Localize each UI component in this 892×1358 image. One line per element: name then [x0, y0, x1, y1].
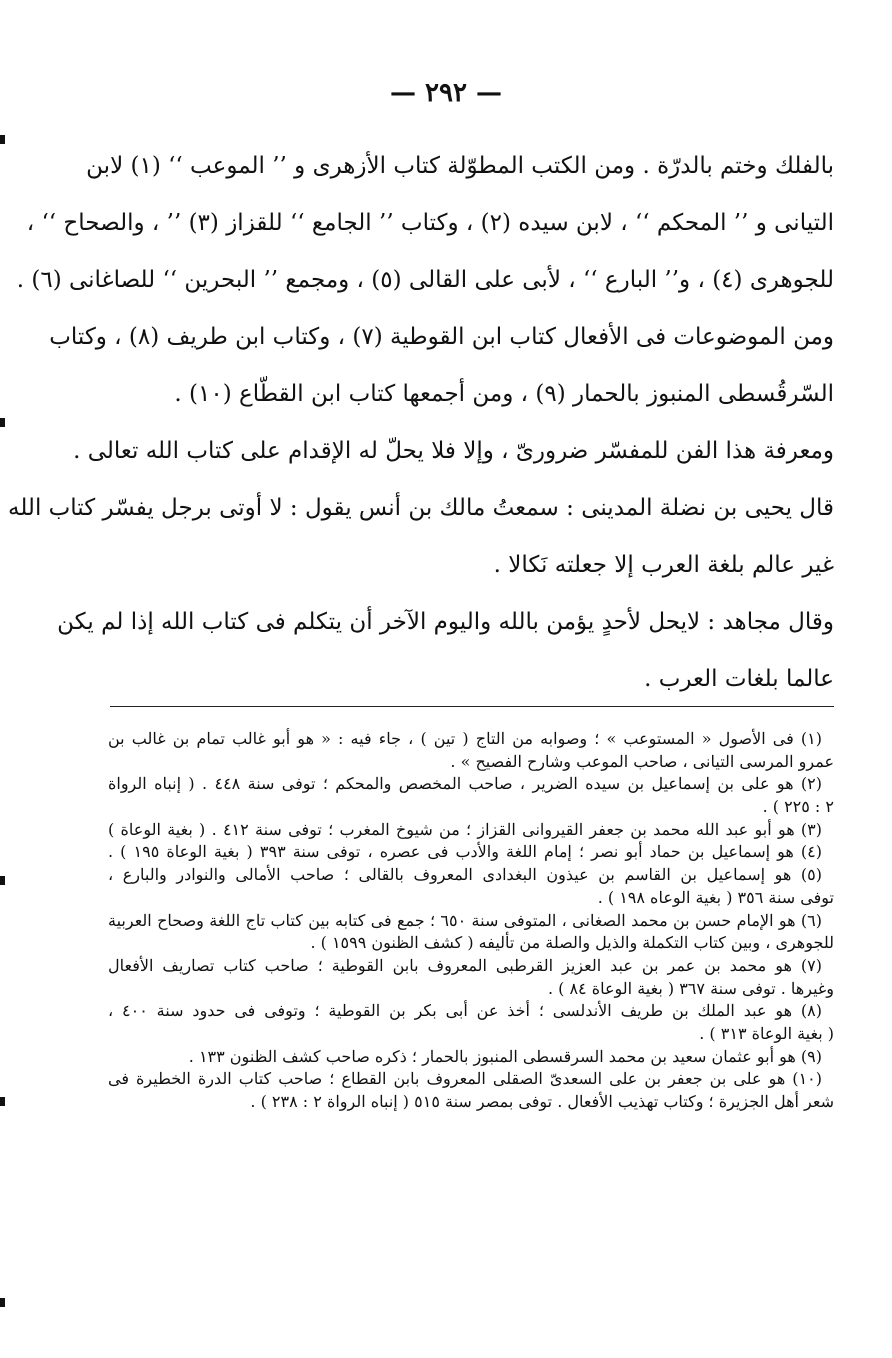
footnote-line: شعر أهل الجزيرة ؛ وكتاب تهذيب الأفعال . توفى بمصر سنة ٥١٥ ( إنباه الرواة ٢ : ٢٣٨ ) .	[250, 1092, 834, 1111]
scan-edge-mark	[0, 418, 5, 427]
body-line: عالما بلغات العرب .	[644, 666, 834, 692]
footnote-line: (٣) هو أبو عبد الله محمد بن جعفر القيروانى القزاز ؛ من شيوخ المغرب ؛ توفى سنة ٤١٢ . ( بغية الوعاة )	[108, 819, 823, 839]
body-line: ومعرفة هذا الفن للمفسّر ضرورىّ ، وإلا فلا يحلّ له الإقدام على كتاب الله تعالى .	[73, 438, 834, 464]
body-line: ومن الموضوعات فى الأفعال كتاب ابن القوطية (٧) ، وكتاب ابن طريف (٨) ، وكتاب	[49, 324, 834, 350]
body-line: قال يحيى بن نضلة المدينى : سمعتُ مالك بن أنس يقول : لا أوتى برجل يفسّر كتاب الله	[7, 495, 834, 521]
main-text	[7, 138, 834, 708]
page-number: — ٢٩٢ —	[389, 78, 503, 108]
body-line: غير عالم بلغة العرب إلا جعلته نَكالا .	[493, 552, 834, 578]
footnote-line: (١٠) هو على بن جعفر بن على السعدىّ الصقلى المعروف بابن القطاع ؛ صاحب كتاب الدرة الخطيرة فى	[108, 1069, 822, 1089]
body-line: وقال مجاهد : لايحل لأحدٍ يؤمن بالله واليوم الآخر أن يتكلم فى كتاب الله إذا لم يكن	[57, 609, 834, 635]
scan-edge-mark	[0, 1298, 5, 1307]
body-line: التيانى و ’’ المحكم ‘‘ ، لابن سيده (٢) ، وكتاب ’’ الجامع ‘‘ للقزاز (٣) ’’ ، والصحاح ‘‘ ،	[26, 210, 834, 236]
scan-edge-mark	[0, 1097, 5, 1106]
scan-edge-mark	[0, 876, 5, 885]
footnote-line: (٨) هو عبد الملك بن طريف الأندلسى ؛ أخذ عن أبى بكر بن القوطية ؛ وتوفى فى حدود سنة ٤٠٠ ،	[108, 1001, 823, 1021]
footnote-line: (١) فى الأصول « المستوعب » ؛ وصوابه من التاج ( تين ) ، جاء فيه : « هو أبو غالب تمام بن غالب بن	[108, 729, 822, 748]
footnote-line: (٢) هو على بن إسماعيل بن سيده الضرير ، صاحب المخصص والمحكم ؛ توفى سنة ٤٤٨ . ( إنباه الرواة	[108, 774, 823, 794]
footnote-line: توفى سنة ٣٥٦ ( بغية الوعاه ١٩٨ ) .	[597, 887, 834, 907]
footnote-line: ٢ : ٢٢٥ ) .	[762, 797, 834, 817]
footnote-line: عمرو المرسى التيانى ، صاحب الموعب وشارح الفصيح » .	[450, 751, 834, 771]
footnotes	[108, 728, 834, 1114]
footnote-line: (٥) هو إسماعيل بن القاسم بن عيذون البغدادى المعروف بالقالى ؛ صاحب الأمالى والنوادر والبارع ،	[108, 865, 822, 885]
body-line: السّرقُسطى المنبوز بالحمار (٩) ، ومن أجمعها كتاب ابن القطّاع (١٠) .	[174, 381, 834, 407]
footnote-line: (٩) هو أبو عثمان سعيد بن محمد السرقسطى المنبوز بالحمار ؛ ذكره صاحب كشف الظنون ١٣٣ .	[188, 1046, 822, 1066]
footnote-line: (٦) هو الإمام حسن بن محمد الصغانى ، المتوفى سنة ٦٥٠ ؛ جمع فى كتابه بين كتاب تاج اللغة وصحاح العربية	[108, 910, 822, 930]
footnote-line: وغيرها . توفى سنة ٣٦٧ ( بغية الوعاة ٨٤ ) .	[547, 978, 834, 998]
footnote-line: (٧) هو محمد بن عمر بن عبد العزيز القرطبى المعروف بابن القوطية ؛ صاحب كتاب تصاريف الأفعال	[108, 955, 822, 975]
body-line: بالفلك وختم بالدرّة . ومن الكتب المطوّلة كتاب الأزهرى و ’’ الموعب ‘‘ (١) لابن	[86, 153, 834, 179]
footnote-line: للجوهرى ، وبين كتاب التكملة والذيل والصلة من تأليفه ( كشف الظنون ١٥٩٩ ) .	[310, 933, 834, 953]
footnote-line: (٤) هو إسماعيل بن حماد أبو نصر ؛ إمام اللغة والأدب فى عصره ، توفى سنة ٣٩٣ ( بغية الوعاة ١٩٥ ) .	[108, 842, 823, 862]
footnote-divider	[110, 706, 834, 707]
footnote-line: ( بغية الوعاة ٣١٣ ) .	[699, 1023, 834, 1043]
scan-edge-mark	[0, 135, 5, 144]
body-line: للجوهرى (٤) ، و’’ البارع ‘‘ ، لأبى على القالى (٥) ، ومجمع ’’ البحرين ‘‘ للصاغانى (٦) .	[16, 267, 834, 293]
